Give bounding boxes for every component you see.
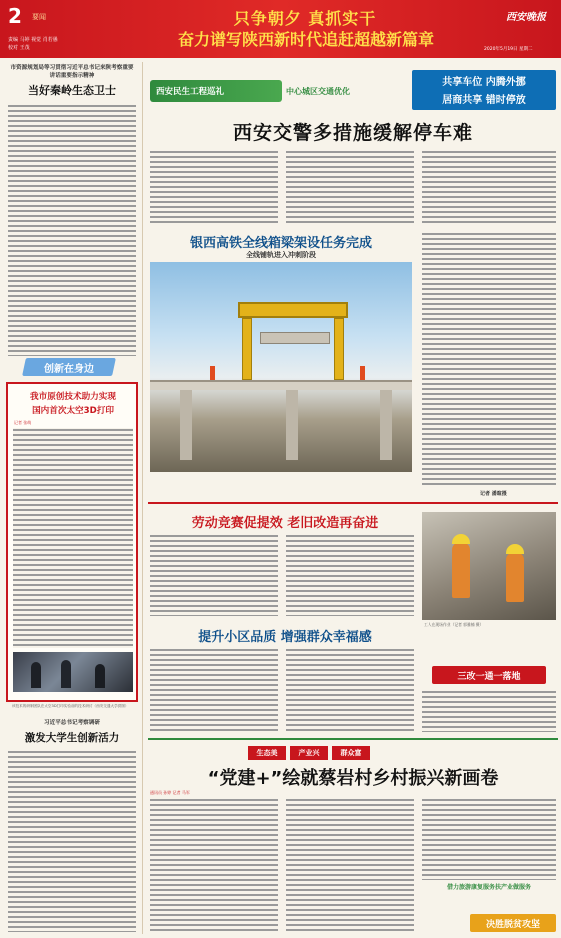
left-top-headline: 当好秦岭生态卫士 <box>28 84 116 97</box>
bridge-pier <box>286 390 298 460</box>
labor-body-col2 <box>286 534 414 616</box>
rail-headline: 银西高铁全线箱梁架设任务完成 <box>189 236 372 251</box>
labor-body-col1 <box>150 534 278 616</box>
rail-body <box>422 232 556 488</box>
traffic-tag-1: 共享车位 内腾外挪 <box>442 77 526 88</box>
worker-helmet <box>506 544 524 554</box>
proofreader-line: 校对 王茂 <box>8 45 30 51</box>
village-kicker-3 <box>332 746 370 760</box>
village-body-col3 <box>422 798 556 880</box>
community-badge-label: 三改一通一落地 <box>457 672 521 682</box>
section-divider <box>148 738 558 740</box>
village-kicker-2-label: 产业兴 <box>298 749 320 757</box>
series-banner <box>150 80 282 102</box>
crane-leg <box>242 318 252 380</box>
masthead-slogan-2: 奋力谱写陕西新时代追赶超越新篇章 <box>177 30 434 49</box>
bridge-pier <box>180 390 192 460</box>
traffic-body-col1 <box>150 150 278 224</box>
village-kicker-2 <box>290 746 328 760</box>
series-banner-title: 西安民生工程巡礼 <box>156 87 225 97</box>
village-side-title: 借力旅游康复服务扶产业做服务 <box>446 884 531 891</box>
worker-helmet <box>452 534 470 544</box>
left-top-body <box>8 104 136 356</box>
section-divider <box>148 502 558 504</box>
series-subtitle: 中心城区交通优化 <box>286 87 350 96</box>
masthead <box>0 0 561 58</box>
innovation-caption: 该技术的研制团队在太空3D打印实验前的技术研讨（西安交通大学供图） <box>12 704 129 708</box>
worker-figure <box>360 366 365 380</box>
left-bottom-headline: 激发大学生创新活力 <box>24 732 120 744</box>
innovation-headline-2: 国内首次太空3D打印 <box>32 406 114 416</box>
rail-subhead: 全线铺轨进入冲刺阶段 <box>246 251 316 259</box>
worker-figure <box>506 552 524 602</box>
village-headline: “党建+”绘就蔡岩村乡村振兴新画卷 <box>207 768 499 789</box>
worker-figure <box>452 542 470 598</box>
issue-date: 2020年5月19日 星期二 <box>484 47 533 52</box>
village-kicker-1-label: 生态美 <box>256 749 278 757</box>
traffic-headline: 西安交警多措施缓解停车难 <box>232 122 473 144</box>
person-silhouette <box>95 664 105 688</box>
innovation-body <box>13 428 133 648</box>
innovation-box <box>6 382 138 702</box>
rail-photo <box>150 262 412 472</box>
labor-photo <box>422 512 556 620</box>
bridge-pier <box>380 390 392 460</box>
rail-author: 记者 潘暄摄 <box>480 491 507 497</box>
person-silhouette <box>61 660 71 688</box>
village-body-col1 <box>150 798 278 932</box>
innovation-byline: 记者 张萌 <box>14 420 32 425</box>
editor-line: 责编 马婷 视觉 肖若愚 <box>8 37 58 43</box>
left-top-kicker: 市资源规划局等习贯彻习近平总书记来陕考察重要讲话重要指示精神 <box>10 65 134 79</box>
crane-frame <box>238 302 348 318</box>
community-badge <box>432 666 546 684</box>
left-bottom-body <box>8 750 136 932</box>
traffic-tag-2: 居商共享 错时停放 <box>442 95 526 106</box>
column-divider <box>142 62 143 934</box>
masthead-slogan-1: 只争朝夕 真抓实干 <box>233 9 377 28</box>
newspaper-logo: 西安晚报 <box>506 12 546 23</box>
traffic-body-col3 <box>422 150 556 224</box>
worker-figure <box>210 366 215 380</box>
crane-leg <box>334 318 344 380</box>
crane-beam <box>260 332 330 344</box>
community-body-col1 <box>150 648 278 732</box>
community-headline: 提升小区品质 增强群众幸福感 <box>198 630 372 645</box>
person-silhouette <box>31 662 41 688</box>
section-label: 要闻 <box>32 13 46 21</box>
village-badge-label: 决胜脱贫攻坚 <box>485 920 540 930</box>
community-body-col2 <box>286 648 414 732</box>
village-body-col2 <box>286 798 414 932</box>
community-body-col3 <box>422 690 556 732</box>
village-badge <box>470 914 556 932</box>
village-kicker-1 <box>248 746 286 760</box>
labor-caption: 工人在现场作业（记者 郭雅楠 摄） <box>424 622 484 627</box>
innovation-headline-1: 我市原创技术助力实现 <box>30 392 116 402</box>
village-byline: 通讯员 孙婷 记者 马军 <box>150 790 190 795</box>
labor-headline: 劳动竞赛促提效 老旧改造再奋进 <box>191 516 379 531</box>
innovation-photo <box>13 652 133 692</box>
bridge-deck <box>150 380 412 390</box>
page-number: 2 <box>8 4 22 28</box>
traffic-tag-block <box>412 70 556 110</box>
innovation-banner-label: 创新在身边 <box>44 364 94 375</box>
left-bottom-kicker: 习近平总书记考察调研 <box>44 720 100 726</box>
traffic-body-col2 <box>286 150 414 224</box>
village-kicker-3-label: 群众富 <box>340 749 362 757</box>
